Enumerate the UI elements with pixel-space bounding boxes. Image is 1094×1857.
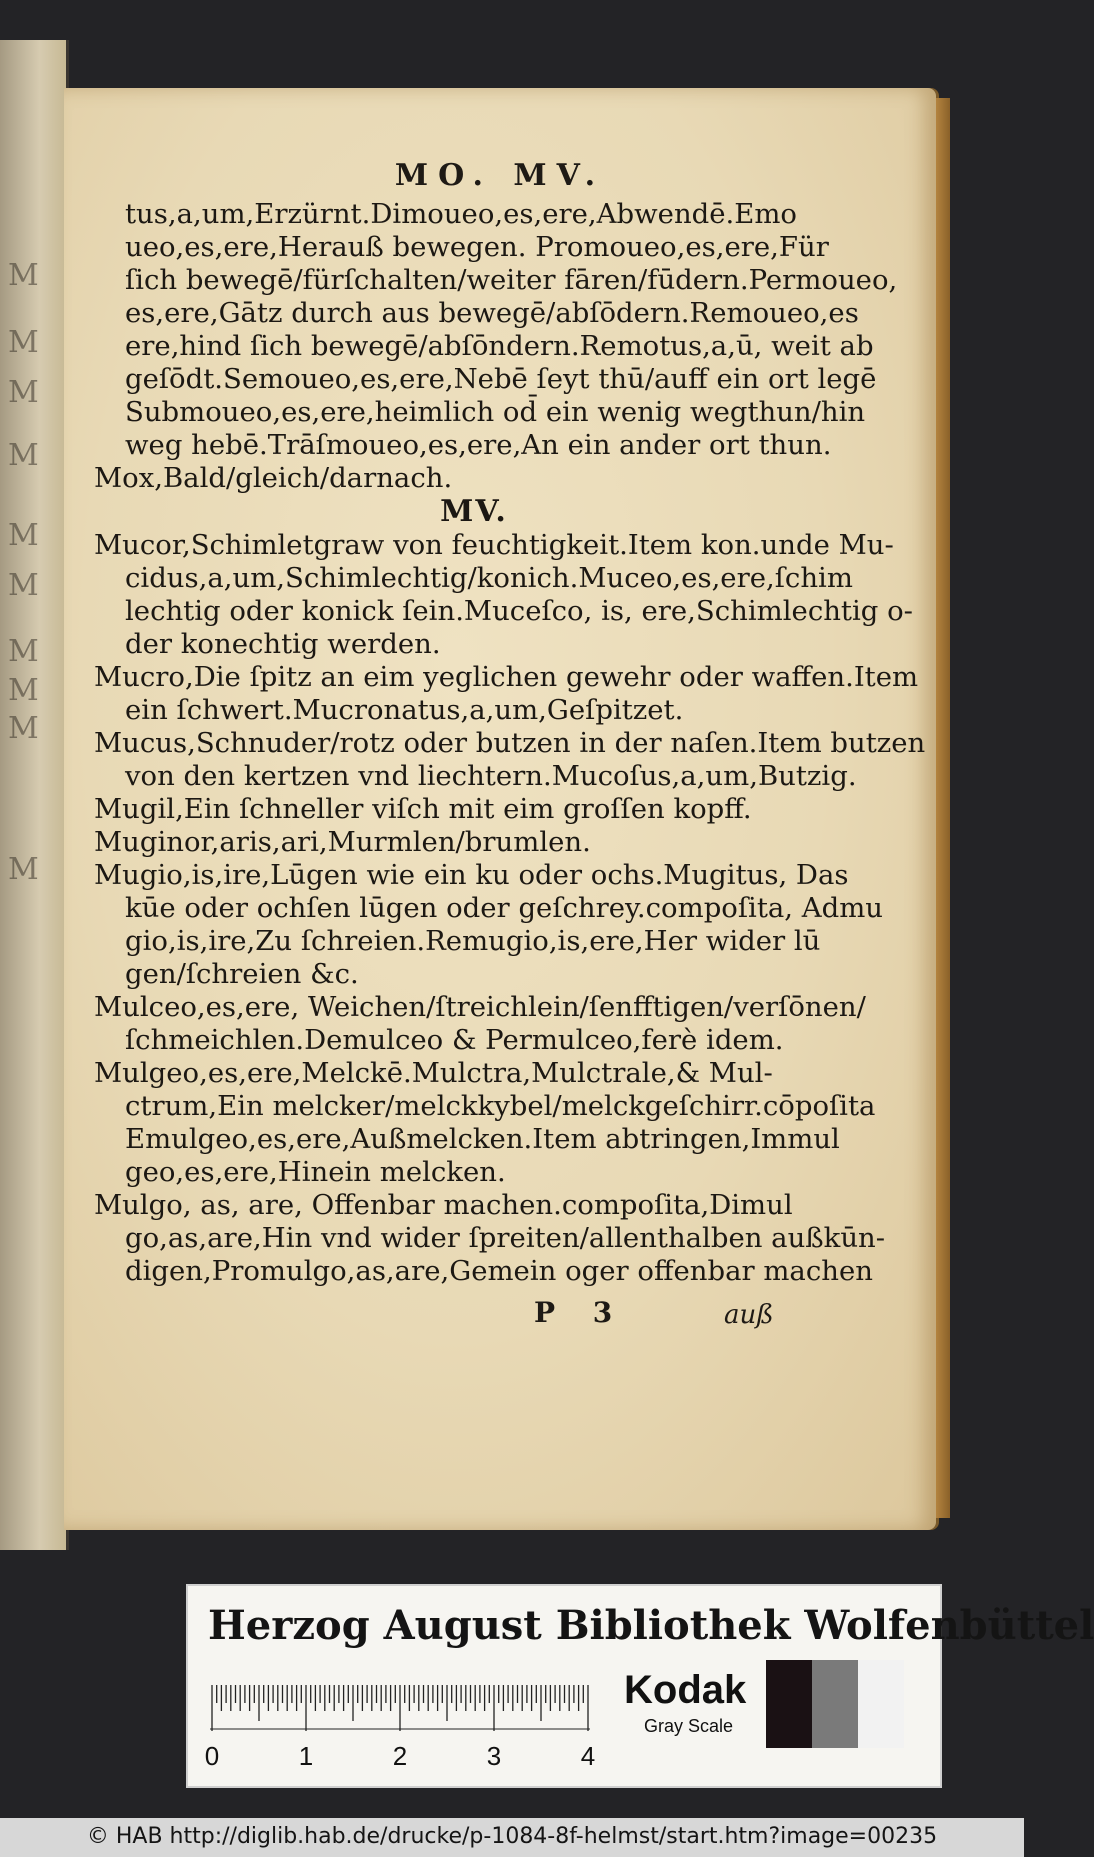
text-line: Mulceo,es,ere, Weichen/ſtreichlein/ſenfftigen/verſōnen/ bbox=[94, 991, 866, 1023]
facing-page-edge bbox=[0, 40, 69, 1550]
page-fore-edge bbox=[936, 98, 950, 1518]
ruler-number: 3 bbox=[486, 1741, 502, 1771]
text-line: lechtig oder konick ſein.Muceſco, is, ere,Schimlechtig o- bbox=[125, 595, 913, 627]
text-line: cidus,a,um,Schimlechtig/konich.Muceo,es,ere,ſchim bbox=[125, 562, 853, 594]
ruler-number: 0 bbox=[204, 1741, 220, 1771]
signature-mark: P 3 bbox=[534, 1296, 627, 1329]
text-line: Muginor,aris,ari,Murmlen/brumlen. bbox=[94, 826, 591, 858]
text-line: kūe oder ochſen lūgen oder geſchrey.compoſita, Admu bbox=[125, 892, 884, 924]
text-line: weg hebē.Trāſmoueo,es,ere,An ein ander ort thun. bbox=[125, 429, 832, 461]
gray-patch-dark bbox=[766, 1660, 812, 1748]
text-line: Submoueo,es,ere,heimlich od̄ ein wenig wegthun/hin bbox=[125, 396, 866, 428]
text-line: ein ſchwert.Mucronatus,a,um,Geſpitzet. bbox=[125, 694, 684, 726]
facing-page-letter: M bbox=[8, 852, 39, 887]
ruler-number: 2 bbox=[392, 1741, 408, 1771]
text-line: Mulgo, as, are, Offenbar machen.compoſita,Dimul bbox=[94, 1189, 793, 1221]
facing-page-letter: M bbox=[8, 568, 39, 603]
text-block bbox=[94, 198, 926, 1288]
facing-page-letter: M bbox=[8, 711, 39, 746]
facing-page-letter: M bbox=[8, 634, 39, 669]
text-lines-bottom bbox=[94, 529, 926, 1288]
text-line: von den kertzen vnd liechtern.Mucoſus,a,um,Butzig. bbox=[125, 760, 857, 792]
text-line: der konechtig werden. bbox=[125, 628, 441, 660]
kodak-subtitle: Gray Scale bbox=[644, 1716, 734, 1736]
facing-page-letter: M bbox=[8, 325, 39, 360]
ruler-number: 4 bbox=[580, 1741, 596, 1771]
catchword: auß bbox=[724, 1300, 774, 1330]
text-line: geſōdt.Semoueo,es,ere,Nebē ſeyt thū/auff ein ort legē bbox=[125, 363, 877, 395]
facing-page-letter: M bbox=[8, 518, 39, 553]
text-line: Emulgeo,es,ere,Außmelcken.Item abtringen,Immul bbox=[125, 1123, 840, 1155]
ruler-number: 1 bbox=[298, 1741, 314, 1771]
text-line: Mugil,Ein ſchneller viſch mit eim groſſen kopff. bbox=[94, 793, 752, 825]
text-lines-top bbox=[94, 198, 898, 495]
facing-page-letter: M bbox=[8, 673, 39, 708]
text-line: ſchmeichlen.Demulceo & Permulceo,ferè idem. bbox=[125, 1024, 784, 1056]
text-line: es,ere,Gātz durch aus bewegē/abſōdern.Remoueo,es bbox=[125, 297, 859, 329]
kodak-logo: Kodak bbox=[624, 1668, 747, 1712]
facing-page-letter: M bbox=[8, 375, 39, 410]
footer-copyright: © HAB http://diglib.hab.de/drucke/p-1084-8f-helmst/start.htm?image=00235 bbox=[0, 1818, 1024, 1857]
text-line: tus,a,um,Erzürnt.Dimoueo,es,ere,Abwendē.Emo bbox=[125, 198, 797, 230]
text-line: digen,Promulgo,as,are,Gemein oger offenbar machen bbox=[125, 1255, 873, 1287]
text-line: Mugio,is,ire,Lūgen wie ein ku oder ochs.Mugitus, Das bbox=[94, 859, 849, 891]
color-target-card bbox=[186, 1584, 1094, 1788]
text-line: ueo,es,ere,Herauß bewegen. Promoueo,es,ere,Für bbox=[125, 231, 829, 263]
text-line: Mulgeo,es,ere,Melckē.Mulctra,Mulctrale,& Mul- bbox=[94, 1057, 773, 1089]
institution-name: Herzog August Bibliothek Wolfenbüttel bbox=[208, 1602, 1094, 1649]
text-line: geo,es,ere,Hinein melcken. bbox=[125, 1156, 506, 1188]
facing-page-letter: M bbox=[8, 258, 39, 293]
text-line: Mox,Bald/gleich/darnach. bbox=[94, 462, 453, 494]
text-line: gen/ſchreien &c. bbox=[125, 958, 359, 990]
facing-page-marks bbox=[4, 40, 60, 1550]
gray-patch-light bbox=[858, 1660, 904, 1748]
text-line: Mucus,Schnuder/rotz oder butzen in der naſen.Item butzen bbox=[94, 727, 926, 759]
section-heading: MV. bbox=[440, 494, 508, 529]
text-line: Mucro,Die ſpitz an eim yeglichen gewehr oder waffen.Item bbox=[94, 661, 919, 693]
gray-patch-mid bbox=[812, 1660, 858, 1748]
text-line: go,as,are,Hin vnd wider ſpreiten/allenthalben außkūn- bbox=[125, 1222, 886, 1254]
book-page bbox=[64, 88, 936, 1530]
text-line: Mucor,Schimletgraw von feuchtigkeit.Item kon.unde Mu- bbox=[94, 529, 894, 561]
running-head: MO. MV. bbox=[394, 158, 606, 193]
facing-page-letter: M bbox=[8, 438, 39, 473]
text-line: ſich bewegē/fürſchalten/weiter fāren/fūdern.Permoueo, bbox=[125, 264, 898, 296]
text-line: ctrum,Ein melcker/melckkybel/melckgeſchirr.cōpoſita bbox=[125, 1090, 876, 1122]
text-line: ere,hind ſich bewegē/abſōndern.Remotus,a,ū, weit ab bbox=[125, 330, 874, 362]
text-line: gio,is,ire,Zu ſchreien.Remugio,is,ere,Her wider lū bbox=[125, 925, 821, 957]
scale-ruler bbox=[204, 1681, 610, 1771]
